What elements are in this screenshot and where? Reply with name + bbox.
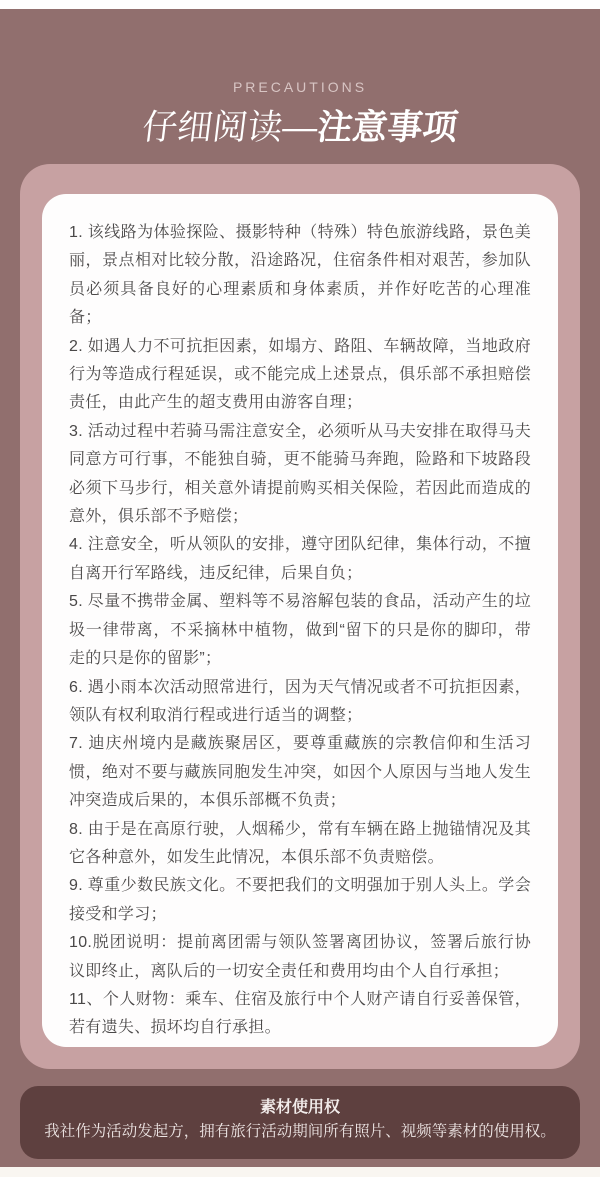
precaution-item-11: 11、个人财物：乘车、住宿及旅行中个人财产请自行妥善保管，若有遗失、损坏均自行承担。: [69, 990, 531, 1037]
precaution-item-2: 2. 如遇人力不可抗拒因素，如塌方、路阻、车辆故障，当地政府行为等造成行程延误，或不能完成上述景点，俱乐部不承担赔偿责任，由此产生的超支费用由游客自理；: [69, 337, 531, 412]
section-title-bold: 注意事项: [315, 108, 460, 147]
precaution-item-9: 9. 尊重少数民族文化。不要把我们的文明强加于别人头上。学会接受和学习；: [69, 877, 531, 923]
precaution-item-1: 1. 该线路为体验探险、摄影特种（特殊）特色旅游线路，景色美丽，景点相对比较分散，沿途路况，住宿条件相对艰苦，参加队员必须具备良好的心理素质和身体素质，并作好吃苦的心理准备；: [69, 224, 531, 327]
section-title: [0, 107, 600, 149]
bottom-white-strip: [0, 1167, 600, 1177]
poster-background: [0, 9, 600, 1167]
precaution-item-4: 4. 注意安全，听从领队的安排，遵守团队纪律，集体行动，不擅自离开行军路线，违反纪律，后果自负；: [69, 536, 531, 582]
precaution-item-10: 10.脱团说明：提前离团需与领队签署离团协议，签署后旅行协议即终止，离队后的一切安全责任和费用均由个人自行承担；: [69, 934, 531, 980]
top-white-strip: [0, 0, 600, 9]
precaution-item-8: 8. 由于是在高原行驶，人烟稀少，常有车辆在路上抛锚情况及其它各种意外，如发生此情况，本俱乐部不负责赔偿。: [69, 820, 531, 866]
precautions-card: [42, 194, 558, 1047]
content-panel: [20, 164, 580, 1069]
material-rights-title: 素材使用权: [259, 1099, 340, 1116]
section-eyebrow: PRECAUTIONS: [232, 79, 368, 95]
material-rights-box: [20, 1086, 580, 1159]
section-title-regular: 仔细阅读—: [140, 108, 320, 147]
material-rights-text: 我社作为活动发起方，拥有旅行活动期间所有照片、视频等素材的使用权。: [44, 1123, 556, 1140]
precaution-item-3: 3. 活动过程中若骑马需注意安全，必须听从马夫安排在取得马夫同意方可行事，不能独自骑，更不能骑马奔跑，险路和下坡路段必须下马步行，相关意外请提前购买相关保险，若因此而造成的意外，俱乐部不予赔偿；: [69, 422, 531, 526]
precaution-item-6: 6. 遇小雨本次活动照常进行，因为天气情况或者不可抗拒因素，领队有权利取消行程或进行适当的调整；: [69, 678, 531, 724]
precaution-item-7: 7. 迪庆州境内是藏族聚居区，要尊重藏族的宗教信仰和生活习惯，绝对不要与藏族同胞发生冲突，如因个人原因与当地人发生冲突造成后果的，本俱乐部概不负责；: [69, 735, 531, 810]
precaution-item-5: 5. 尽量不携带金属、塑料等不易溶解包装的食品，活动产生的垃圾一律带离，不采摘林中植物，做到“留下的只是你的脚印，带走的只是你的留影”；: [69, 593, 531, 668]
